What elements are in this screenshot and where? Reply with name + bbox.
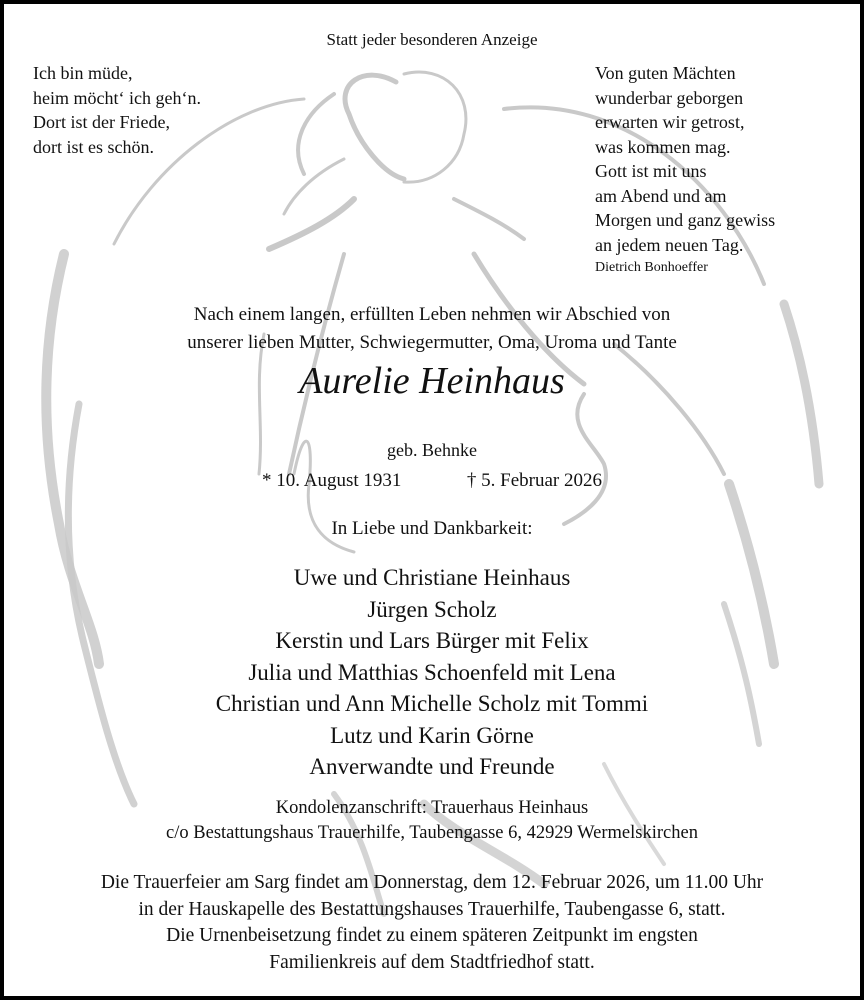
service-line: Familienkreis auf dem Stadtfriedhof statt. [269, 951, 595, 973]
poem-right-line: Morgen und ganz gewiss [595, 210, 776, 230]
mourner: Kerstin und Lars Bürger mit Felix [275, 628, 589, 653]
mourner: Uwe und Christiane Heinhaus [293, 565, 571, 590]
condolence-address [4, 796, 860, 846]
life-dates [4, 470, 860, 492]
poem-right-line: Gott ist mit uns [595, 161, 707, 181]
maiden-name: geb. Behnke [387, 440, 477, 460]
deceased-name: Aurelie Heinhaus [299, 360, 565, 402]
mourner: Jürgen Scholz [367, 596, 497, 622]
poem-left [33, 61, 201, 159]
poem-right-line: Von guten Mächten [595, 63, 736, 83]
birth-date: * 10. August 1931 [262, 470, 402, 491]
service-line: Die Urnenbeisetzung findet zu einem späteren Zeitpunkt im engsten [166, 925, 698, 946]
intro-line: Nach einem langen, erfüllten Leben nehmen wir Abschied von [193, 304, 671, 325]
header-notice: Statt jeder besonderen Anzeige [326, 30, 538, 49]
mourner: Lutz und Karin Görne [330, 722, 534, 748]
poem-right-line: was kommen mag. [595, 136, 731, 157]
mourner: Christian und Ann Michelle Scholz mit Tommi [215, 691, 649, 716]
poem-left-line: Ich bin müde, [33, 63, 133, 83]
service-line: in der Hauskapelle des Bestattungshauses Trauerhilfe, Taubengasse 6, statt. [138, 898, 726, 920]
poem-right [595, 61, 775, 279]
address-line: Kondolenzanschrift: Trauerhaus Heinhaus [275, 798, 589, 818]
mourners-list [4, 562, 860, 783]
intro-line: unserer lieben Mutter, Schwiegermutter, Oma, Uroma und Tante [187, 332, 677, 353]
poem-right-line: am Abend und am [595, 185, 727, 206]
dedication: In Liebe und Dankbarkeit: [331, 518, 533, 539]
poem-left-line: dort ist es schön. [33, 136, 154, 157]
poem-left-line: heim möcht‘ ich geh‘n. [33, 87, 201, 108]
mourner: Julia und Matthias Schoenfeld mit Lena [248, 659, 616, 685]
obituary-notice [4, 4, 860, 996]
address-line: c/o Bestattungshaus Trauerhilfe, Taubengasse 6, 42929 Wermelskirchen [166, 823, 698, 843]
service-line: Die Trauerfeier am Sarg findet am Donnerstag, dem 12. Februar 2026, um 11.00 Uhr [100, 872, 764, 893]
poem-left-line: Dort ist der Friede, [33, 112, 170, 132]
death-date: † 5. Februar 2026 [466, 470, 602, 491]
poem-right-line: wunderbar geborgen [595, 87, 744, 108]
service-info [4, 870, 860, 976]
poem-right-line: an jedem neuen Tag. [595, 234, 744, 255]
mourner: Anverwandte und Freunde [309, 754, 555, 779]
poem-right-line: erwarten wir getrost, [595, 112, 745, 132]
intro-text [4, 301, 860, 357]
poem-author: Dietrich Bonhoeffer [595, 260, 708, 275]
